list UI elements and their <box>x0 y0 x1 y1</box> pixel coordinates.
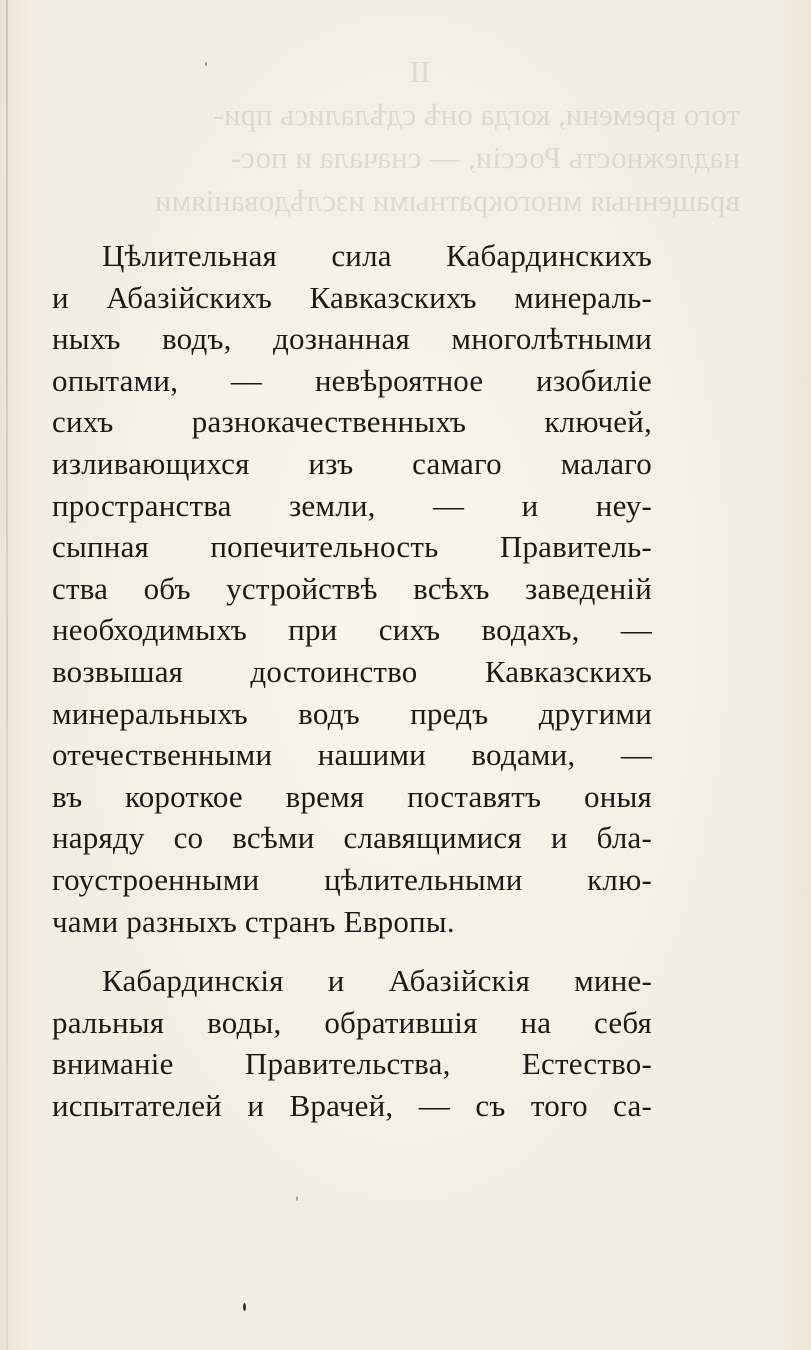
text-line: возвышая достоинство Кавказскихъ <box>52 653 652 689</box>
text-line: сихъ разнокачественныхъ ключей, <box>52 404 652 440</box>
text-line: и Абазійскихъ Кавказскихъ минераль- <box>52 279 652 315</box>
text-line: въ короткое время поставятъ оныя <box>52 778 652 814</box>
text-line: ства объ устройствѣ всѣхъ заведеній <box>52 570 652 606</box>
text-line: Кабардинскія и Абазійскія мине- <box>102 963 652 998</box>
text-line: наряду со всѣми славящимися и бла- <box>52 820 652 856</box>
text-line: ральныя воды, обратившія на себя <box>52 1004 652 1040</box>
text-line: минеральныхъ водъ предъ другими <box>52 695 652 731</box>
ink-speck <box>205 62 207 66</box>
text-line: необходимыхъ при сихъ водахъ, — <box>52 612 652 648</box>
bleed-through-text <box>100 50 740 222</box>
text-line: сыпная попечительность Правитель- <box>52 529 652 565</box>
text-line: вниманіе Правительства, Естество- <box>52 1046 652 1082</box>
text-line-last: чами разныхъ странъ Европы. <box>52 903 455 939</box>
bleed-line: II <box>409 54 431 89</box>
text-line: пространства земли, — и неу- <box>52 487 652 523</box>
text-line: гоустроенными цѣлительными клю- <box>52 861 652 897</box>
text-line: Цѣлительная сила Кабардинскихъ <box>102 238 652 273</box>
text-line: отечественными нашими водами, — <box>52 737 652 773</box>
text-line: ныхъ водъ, дознанная многолѣтными <box>52 321 652 357</box>
paragraph-2 <box>52 960 652 1126</box>
bleed-line: вращенныя многократными изслѣдованіями <box>155 183 740 218</box>
text-line: опытами, — невѣроятное изобиліе <box>52 362 652 398</box>
text-line: изливающихся изъ самаго малаго <box>52 445 652 481</box>
bleed-line: надлежность Россіи, — сначала и пос- <box>230 140 740 175</box>
text-line: испытателей и Врачей, — съ того са- <box>52 1087 652 1123</box>
paragraph-1 <box>52 235 652 942</box>
bleed-line: того времени, когда онѣ сдѣлались при- <box>213 97 740 132</box>
page-edge-shadow <box>6 0 8 1350</box>
ink-speck <box>243 1303 246 1311</box>
ink-speck <box>296 1196 298 1201</box>
